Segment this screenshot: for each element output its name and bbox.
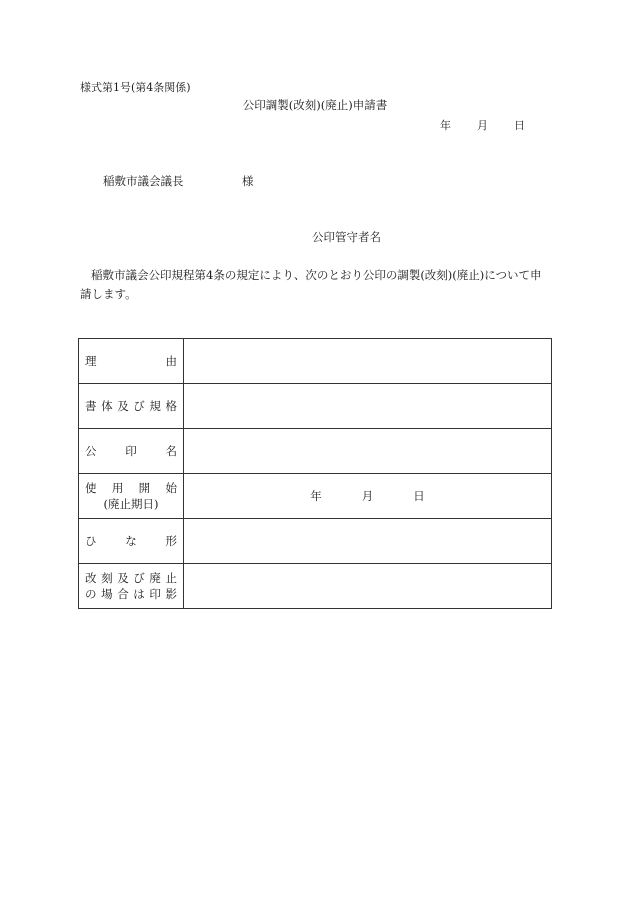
seal-name-label <box>85 443 177 459</box>
label-char: 規 <box>149 399 161 413</box>
label-char: 影 <box>165 587 177 601</box>
label-char: 開 <box>138 481 151 495</box>
date-year: 年 <box>440 119 451 132</box>
label-char: 使 <box>85 481 97 495</box>
template-value-cell[interactable] <box>184 519 552 564</box>
label-char: の <box>85 587 97 601</box>
application-date <box>440 120 525 131</box>
label-char: 公 <box>85 444 97 458</box>
label-char: 止 <box>165 571 177 585</box>
reason-label <box>85 353 177 369</box>
custodian-name-label: 公印管守者名 <box>312 230 381 244</box>
start-label-cell <box>79 474 184 519</box>
label-char: 改 <box>85 571 97 585</box>
table-row-impression <box>79 564 552 609</box>
label-char: 廃 <box>149 571 161 585</box>
label-char: 名 <box>165 444 177 458</box>
impression-value-cell[interactable] <box>184 564 552 609</box>
label-char: 書 <box>85 399 97 413</box>
table-row-template <box>79 519 552 564</box>
label-char: 格 <box>165 399 177 413</box>
seal-name-label-cell <box>79 429 184 474</box>
impression-label-line2 <box>85 586 177 602</box>
label-char: 形 <box>165 534 177 548</box>
label-char: 及 <box>117 399 129 413</box>
addressee-honorific: 様 <box>242 174 254 188</box>
table-row-style-spec <box>79 384 552 429</box>
label-char: 由 <box>165 354 177 368</box>
start-date-month: 月 <box>361 489 374 503</box>
application-body-text: 稲敷市議会公印規程第4条の規定により、次のとおり公印の調製(改刻)(廃止)について申請します。 <box>80 268 542 301</box>
impression-label-cell <box>79 564 184 609</box>
label-char: 場 <box>101 587 113 601</box>
style-spec-label-cell <box>79 384 184 429</box>
start-date-day: 日 <box>413 489 425 503</box>
seal-name-value-cell[interactable] <box>184 429 552 474</box>
label-char: 始 <box>165 481 177 495</box>
label-char: な <box>125 534 137 548</box>
document-title: 公印調製(改刻)(廃止)申請書 <box>242 98 388 112</box>
label-char: 合 <box>117 587 129 601</box>
application-table <box>78 338 552 609</box>
label-char: 及 <box>117 571 129 585</box>
label-char: 刻 <box>101 571 113 585</box>
table-row-seal-name <box>79 429 552 474</box>
label-char: ひ <box>85 534 97 548</box>
label-char: び <box>133 399 145 413</box>
impression-label-line1 <box>85 570 177 586</box>
label-char: は <box>133 587 145 601</box>
start-date-year: 年 <box>310 489 322 503</box>
label-char: 体 <box>101 399 113 413</box>
start-label <box>85 480 177 496</box>
table-row-start <box>79 474 552 519</box>
start-date-cell[interactable] <box>184 474 552 519</box>
label-char: 印 <box>149 587 161 601</box>
date-month: 月 <box>477 119 488 132</box>
label-char: 印 <box>125 444 137 458</box>
label-char: 理 <box>85 354 97 368</box>
template-label-cell <box>79 519 184 564</box>
reason-value-cell[interactable] <box>184 339 552 384</box>
table-row-reason <box>79 339 552 384</box>
template-label <box>85 533 177 549</box>
style-spec-label <box>85 398 177 414</box>
style-spec-value-cell[interactable] <box>184 384 552 429</box>
date-day: 日 <box>514 119 525 132</box>
addressee-name: 稲敷市議会議長 <box>103 174 184 188</box>
label-char: び <box>133 571 145 585</box>
reason-label-cell <box>79 339 184 384</box>
form-number: 様式第1号(第4条関係) <box>80 81 191 94</box>
label-char: 用 <box>111 481 124 495</box>
start-sublabel: (廃止期日) <box>103 497 159 511</box>
